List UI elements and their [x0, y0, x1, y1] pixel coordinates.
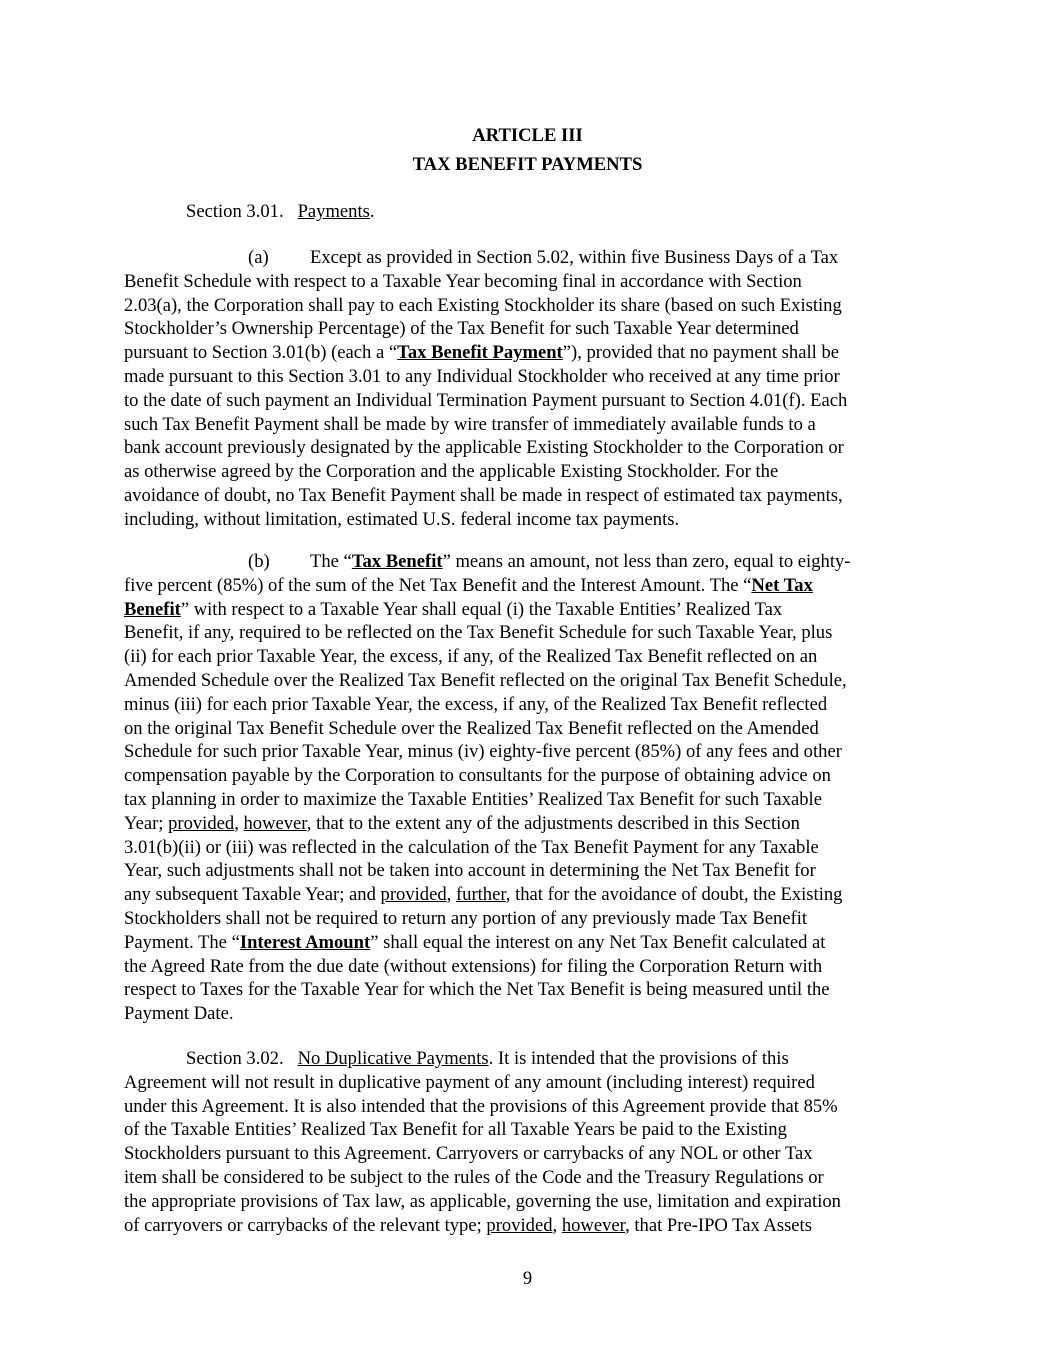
text-line: compensation payable by the Corporation to consultants for the purpose of obtaining advice on	[124, 765, 831, 787]
text-line: 3.01(b)(ii) or (iii) was reflected in the calculation of the Tax Benefit Payment for any Taxable	[124, 836, 819, 858]
text-line: such Tax Benefit Payment shall be made by wire transfer of immediately available funds to a	[124, 413, 816, 435]
section-title: No Duplicative Payments	[297, 1048, 489, 1069]
text-line: made pursuant to this Section 3.01 to any Individual Stockholder who received at any time prior	[124, 365, 840, 387]
paragraph-marker: (b)	[248, 551, 270, 572]
text-line: item shall be considered to be subject to the rules of the Code and the Treasury Regulations or	[124, 1166, 824, 1188]
text-line: Benefit, if any, required to be reflected on the Tax Benefit Schedule for such Taxable Year, plus	[124, 622, 833, 644]
page-number: 9	[522, 1268, 533, 1289]
text-line: Agreement will not result in duplicative payment of any amount (including interest) required	[124, 1071, 815, 1093]
paragraph-marker: (a)	[248, 247, 269, 268]
article-title: TAX BENEFIT PAYMENTS	[412, 154, 643, 175]
text-line: the appropriate provisions of Tax law, as applicable, governing the use, limitation and expiration	[124, 1190, 841, 1212]
paragraph-b	[124, 550, 939, 1026]
paragraph-a	[124, 246, 939, 532]
text-line: respect to Taxes for the Taxable Year for which the Net Tax Benefit is being measured until the	[124, 979, 830, 1001]
defined-term: Interest Amount	[239, 931, 371, 953]
text-line: (ii) for each prior Taxable Year, the excess, if any, of the Realized Tax Benefit reflected on an	[124, 646, 818, 668]
text-line: tax planning in order to maximize the Taxable Entities’ Realized Tax Benefit for such Taxable	[124, 788, 822, 810]
text-line: Schedule for such prior Taxable Year, minus (iv) eighty-five percent (85%) of any fees and other	[124, 741, 842, 763]
section-label: Section 3.02.	[186, 1048, 284, 1069]
text-line: bank account previously designated by the applicable Existing Stockholder to the Corporation or	[124, 437, 844, 459]
text-line: Section 3.02. No Duplicative Payments. It is intended that the provisions of this	[186, 1048, 789, 1069]
defined-term: Tax Benefit	[351, 551, 443, 572]
text-line: the Agreed Rate from the due date (without extensions) for filing the Corporation Return with	[124, 955, 823, 977]
text-line: under this Agreement. It is also intended that the provisions of this Agreement provide that 85%	[124, 1095, 838, 1117]
section-3-02	[124, 1047, 939, 1237]
text-line: Stockholders pursuant to this Agreement. Carryovers or carrybacks of any NOL or other Tax	[124, 1143, 813, 1165]
text-line: Amended Schedule over the Realized Tax Benefit reflected on the original Tax Benefit Schedule,	[124, 669, 847, 691]
text-line: including, without limitation, estimated U.S. federal income tax payments.	[124, 508, 680, 530]
text-line: Payment Date.	[124, 1003, 234, 1025]
text-line: avoidance of doubt, no Tax Benefit Payment shall be made in respect of estimated tax payments,	[124, 484, 843, 506]
text-line: Stockholder’s Ownership Percentage) of the Tax Benefit for such Taxable Year determined	[124, 318, 799, 340]
text-line: five percent (85%) of the sum of the Net Tax Benefit and the Interest Amount. The “Net Tax	[124, 574, 813, 596]
text-line: Payment. The “Interest Amount” shall equal the interest on any Net Tax Benefit calculated at	[124, 931, 826, 953]
text-line: to the date of such payment an Individual Termination Payment pursuant to Section 4.01(f). Each	[124, 389, 848, 411]
text-line: Year; provided, however, that to the extent any of the adjustments described in this Section	[124, 812, 800, 834]
text-line: (b) The “Tax Benefit” means an amount, not less than zero, equal to eighty-	[248, 551, 851, 572]
text-line: of the Taxable Entities’ Realized Tax Benefit for all Taxable Years be paid to the Existing	[124, 1119, 787, 1141]
text-line: Stockholders shall not be required to return any portion of any previously made Tax Benefit	[124, 907, 808, 929]
section-title: Payments	[297, 201, 370, 222]
defined-term: Benefit	[124, 598, 181, 620]
defined-term: Net Tax	[751, 574, 813, 596]
defined-term: Tax Benefit Payment	[397, 342, 563, 364]
section-3-01-heading: Section 3.01. Payments.	[186, 201, 375, 222]
text-line: Year, such adjustments shall not be taken into account in determining the Net Tax Benefit for	[124, 860, 816, 882]
text-line: Benefit” with respect to a Taxable Year shall equal (i) the Taxable Entities’ Realized Tax	[124, 598, 783, 620]
text-line: as otherwise agreed by the Corporation and the applicable Existing Stockholder. For the	[124, 461, 779, 483]
text-line: of carryovers or carrybacks of the relevant type; provided, however, that Pre-IPO Tax Assets	[124, 1214, 812, 1236]
text-line: (a) Except as provided in Section 5.02, within five Business Days of a Tax	[248, 247, 839, 268]
text-line: any subsequent Taxable Year; and provided, further, that for the avoidance of doubt, the Existing	[124, 884, 843, 906]
text-line: Benefit Schedule with respect to a Taxable Year becoming final in accordance with Section	[124, 270, 802, 292]
text-line: 2.03(a), the Corporation shall pay to each Existing Stockholder its share (based on such Existing	[124, 294, 842, 316]
text-line: pursuant to Section 3.01(b) (each a “Tax Benefit Payment”), provided that no payment shall be	[124, 342, 839, 364]
section-label: Section 3.01.	[186, 201, 284, 222]
text-line: on the original Tax Benefit Schedule over the Realized Tax Benefit reflected on the Amended	[124, 717, 819, 739]
text-line: minus (iii) for each prior Taxable Year, the excess, if any, of the Realized Tax Benefit reflected	[124, 693, 828, 715]
article-number: ARTICLE III	[472, 125, 583, 146]
